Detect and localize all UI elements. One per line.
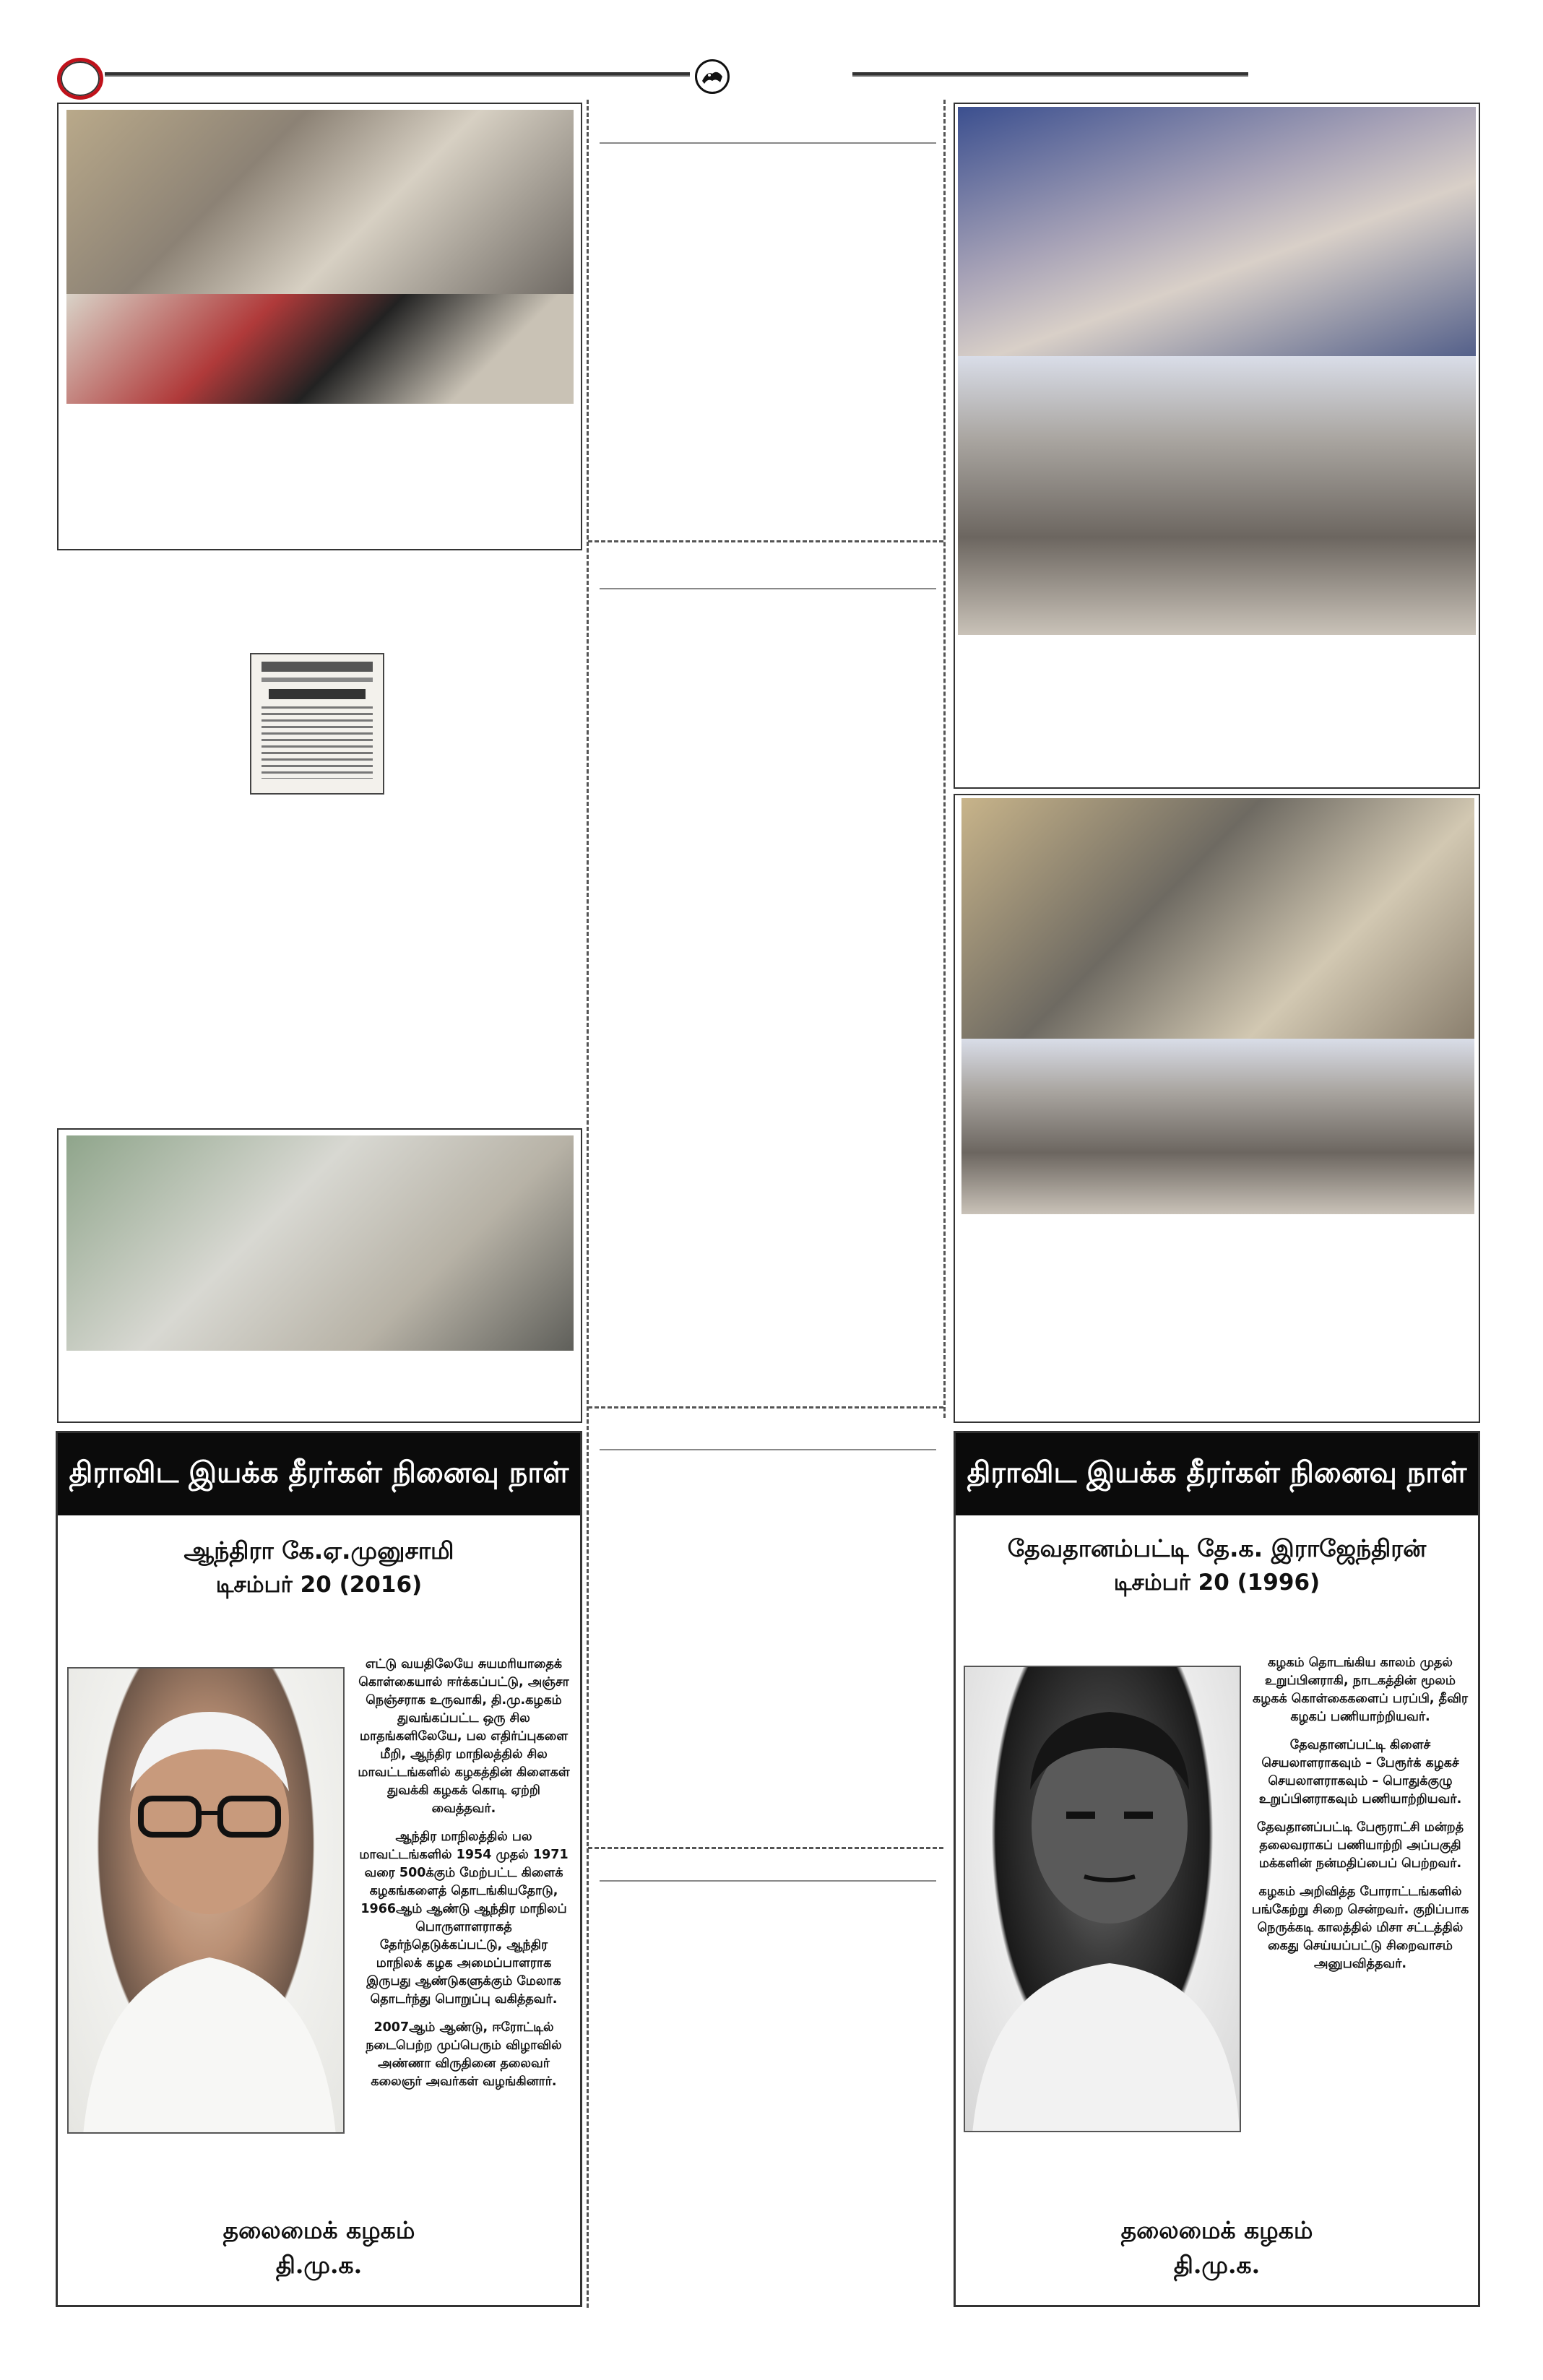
middle-rule-4 bbox=[600, 1880, 936, 1882]
story-box-mid-right bbox=[954, 794, 1480, 1423]
middle-rule-3 bbox=[600, 1449, 936, 1450]
memorial-signature bbox=[956, 2213, 1478, 2282]
memorial-bio-paragraph: தேவதானப்பட்டி கிளைச் செயலாளராகவும் – பேரூர்க் கழகச் செயலாளராகவும் – பொதுக்குழு உறுப்பினராகவும் பணியாற்றியவர். bbox=[1258, 1738, 1462, 1806]
photo-kitchen-visit bbox=[66, 1135, 574, 1351]
memorial-box-right bbox=[954, 1431, 1480, 2307]
middle-dash-2 bbox=[588, 1406, 943, 1408]
memorial-bio-paragraph: எட்டு வயதிலேயே சுயமரியாதைக் கொள்கையால் ஈர்க்கப்பட்டு, அஞ்சா நெஞ்சராக உருவாகி, தி.மு.கழகம் துவங்கப்பட்ட ஒரு சில மாதங்களிலேயே, பல எதிர்ப்புகளை மீறி, ஆந்திர மாநிலத்தில் சில மாவட்டங்களில் கழகத்தின் கிளைகள் துவக்கி கழகக் கொடி ஏற்றி வைத்தவர். bbox=[358, 1657, 570, 1816]
memorial-banner: திராவிட இயக்க தீரர்கள் நினைவு நாள் bbox=[58, 1433, 580, 1515]
header-rule-left bbox=[105, 72, 690, 77]
story-box-top-right bbox=[954, 103, 1480, 789]
middle-dash-1 bbox=[588, 540, 943, 542]
middle-rule-2 bbox=[600, 588, 936, 589]
memorial-date: டிசம்பர் 20 (2016) bbox=[215, 1572, 423, 1598]
photo-gift-presentation bbox=[66, 110, 574, 294]
signature-line-1: தலைமைக் கழகம் bbox=[222, 2216, 415, 2244]
memorial-box-left bbox=[56, 1431, 582, 2307]
memorial-bio-paragraph: 2007ஆம் ஆண்டு, ஈரோட்டில் நடைபெற்ற முப்பெரும் விழாவில் அண்ணா விருதினை தலைவர் கலைஞர் அவர்கள் வழங்கினார். bbox=[366, 2020, 562, 2089]
signature-line-1: தலைமைக் கழகம் bbox=[1120, 2216, 1313, 2244]
party-logo-icon bbox=[695, 59, 730, 94]
story-box-top-left bbox=[57, 103, 582, 550]
memorial-portrait bbox=[964, 1666, 1241, 2132]
memorial-bio-paragraph: கழகம் தொடங்கிய காலம் முதல் உறுப்பினராகி, நாடகத்தின் மூலம் கழகக் கொள்கைகளைப் பரப்பி, தீவிர கழகப் பணியாற்றியவர். bbox=[1252, 1656, 1469, 1724]
photo-crowd-queue bbox=[961, 1039, 1474, 1214]
memorial-bio bbox=[355, 1656, 572, 2101]
memorial-bio-paragraph: ஆந்திர மாநிலத்தில் பல மாவட்டங்களில் 1954 முதல் 1971 வரை 500க்கும் மேற்பட்ட கிளைக் கழகங்களைத் தொடங்கியதோடு, 1966ஆம் ஆண்டு ஆந்திர மாநிலப் பொருளாளராகத் தேர்ந்தெடுக்கப்பட்டு, ஆந்திர மாநிலக் கழக அமைப்பாளராக இருபது ஆண்டுகளுக்கும் மேலாக தொடர்ந்து பொறுப்பு வகித்தவர். bbox=[359, 1830, 569, 2007]
memorial-person-name: ஆந்திரா கே.ஏ.முனுசாமி bbox=[183, 1536, 454, 1565]
photo-stage-event bbox=[958, 107, 1476, 356]
middle-dash-3 bbox=[588, 1847, 943, 1849]
photo-umbrella-distribution bbox=[66, 294, 574, 404]
story-box-mid-left bbox=[57, 1128, 582, 1423]
column-divider-left bbox=[587, 100, 589, 2308]
memorial-bio-paragraph: தேவதானப்பட்டி பேரூராட்சி மன்றத் தலைவராகப் பணியாற்றி அப்பகுதி மக்களின் நன்மதிப்பைப் பெற்றவர். bbox=[1256, 1820, 1464, 1871]
photo-food-distribution bbox=[961, 798, 1474, 1039]
page-badge-icon bbox=[57, 58, 103, 100]
photo-newspaper-clipping bbox=[250, 653, 384, 795]
memorial-bio bbox=[1248, 1654, 1473, 1983]
column-divider-right bbox=[943, 100, 946, 1418]
signature-line-2: தி.மு.க. bbox=[1173, 2251, 1261, 2279]
memorial-banner: திராவிட இயக்க தீரர்கள் நினைவு நாள் bbox=[956, 1433, 1478, 1515]
memorial-date: டிசம்பர் 20 (1996) bbox=[1113, 1570, 1321, 1596]
memorial-portrait bbox=[67, 1667, 345, 2134]
signature-line-2: தி.மு.க. bbox=[275, 2251, 363, 2279]
memorial-person-name: தேவதானம்பட்டி தே.க. இராஜேந்திரன் bbox=[1007, 1534, 1427, 1562]
memorial-bio-paragraph: கழகம் அறிவித்த போராட்டங்களில் பங்கேற்று சிறை சென்றவர். குறிப்பாக நெருக்கடி காலத்தில் மிசா சட்டத்தில் கைது செய்யப்பட்டு சிறைவாசம் அனுபவித்தவர். bbox=[1251, 1884, 1469, 1971]
header-rule-right bbox=[852, 72, 1248, 77]
photo-audience-gathering bbox=[958, 356, 1476, 635]
middle-rule-1 bbox=[600, 142, 936, 144]
memorial-signature bbox=[58, 2213, 580, 2282]
